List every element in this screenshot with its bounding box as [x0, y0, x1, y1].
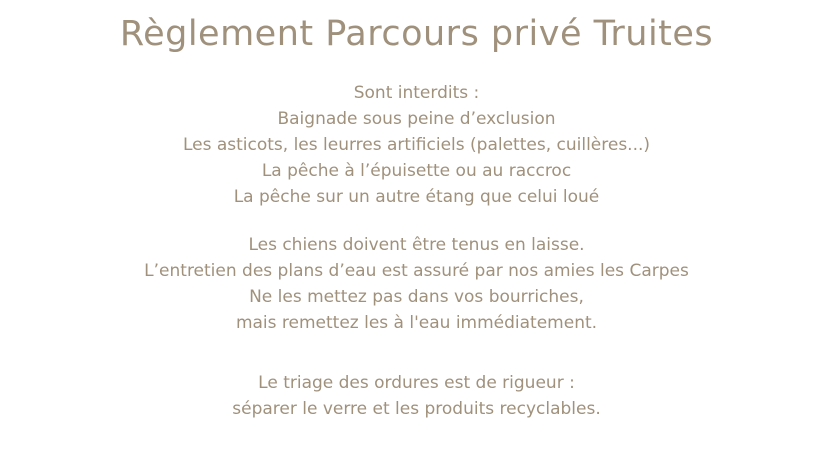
page-title: Règlement Parcours privé Truites: [119, 14, 714, 54]
rule-line: séparer le verre et les produits recyclables.: [232, 399, 601, 419]
rule-line: La pêche à l’épuisette ou au raccroc: [261, 161, 572, 181]
rule-line: La pêche sur un autre étang que celui loué: [233, 187, 600, 207]
waste-sorting-section: [0, 370, 833, 422]
rule-line: Les asticots, les leurres artificiels (palettes, cuillères...): [182, 135, 651, 155]
prohibitions-heading: Sont interdits :: [353, 83, 480, 103]
prohibitions-section: [0, 80, 833, 210]
rule-line: Baignade sous peine d’exclusion: [277, 109, 556, 129]
rule-line: mais remettez les à l'eau immédiatement.: [235, 313, 598, 333]
rule-line: Les chiens doivent être tenus en laisse.: [248, 235, 585, 255]
general-rules-section: [0, 232, 833, 336]
rule-line: Le triage des ordures est de rigueur :: [258, 373, 575, 393]
rule-line: Ne les mettez pas dans vos bourriches,: [249, 287, 584, 307]
rule-line: L’entretien des plans d’eau est assuré par nos amies les Carpes: [144, 261, 689, 281]
